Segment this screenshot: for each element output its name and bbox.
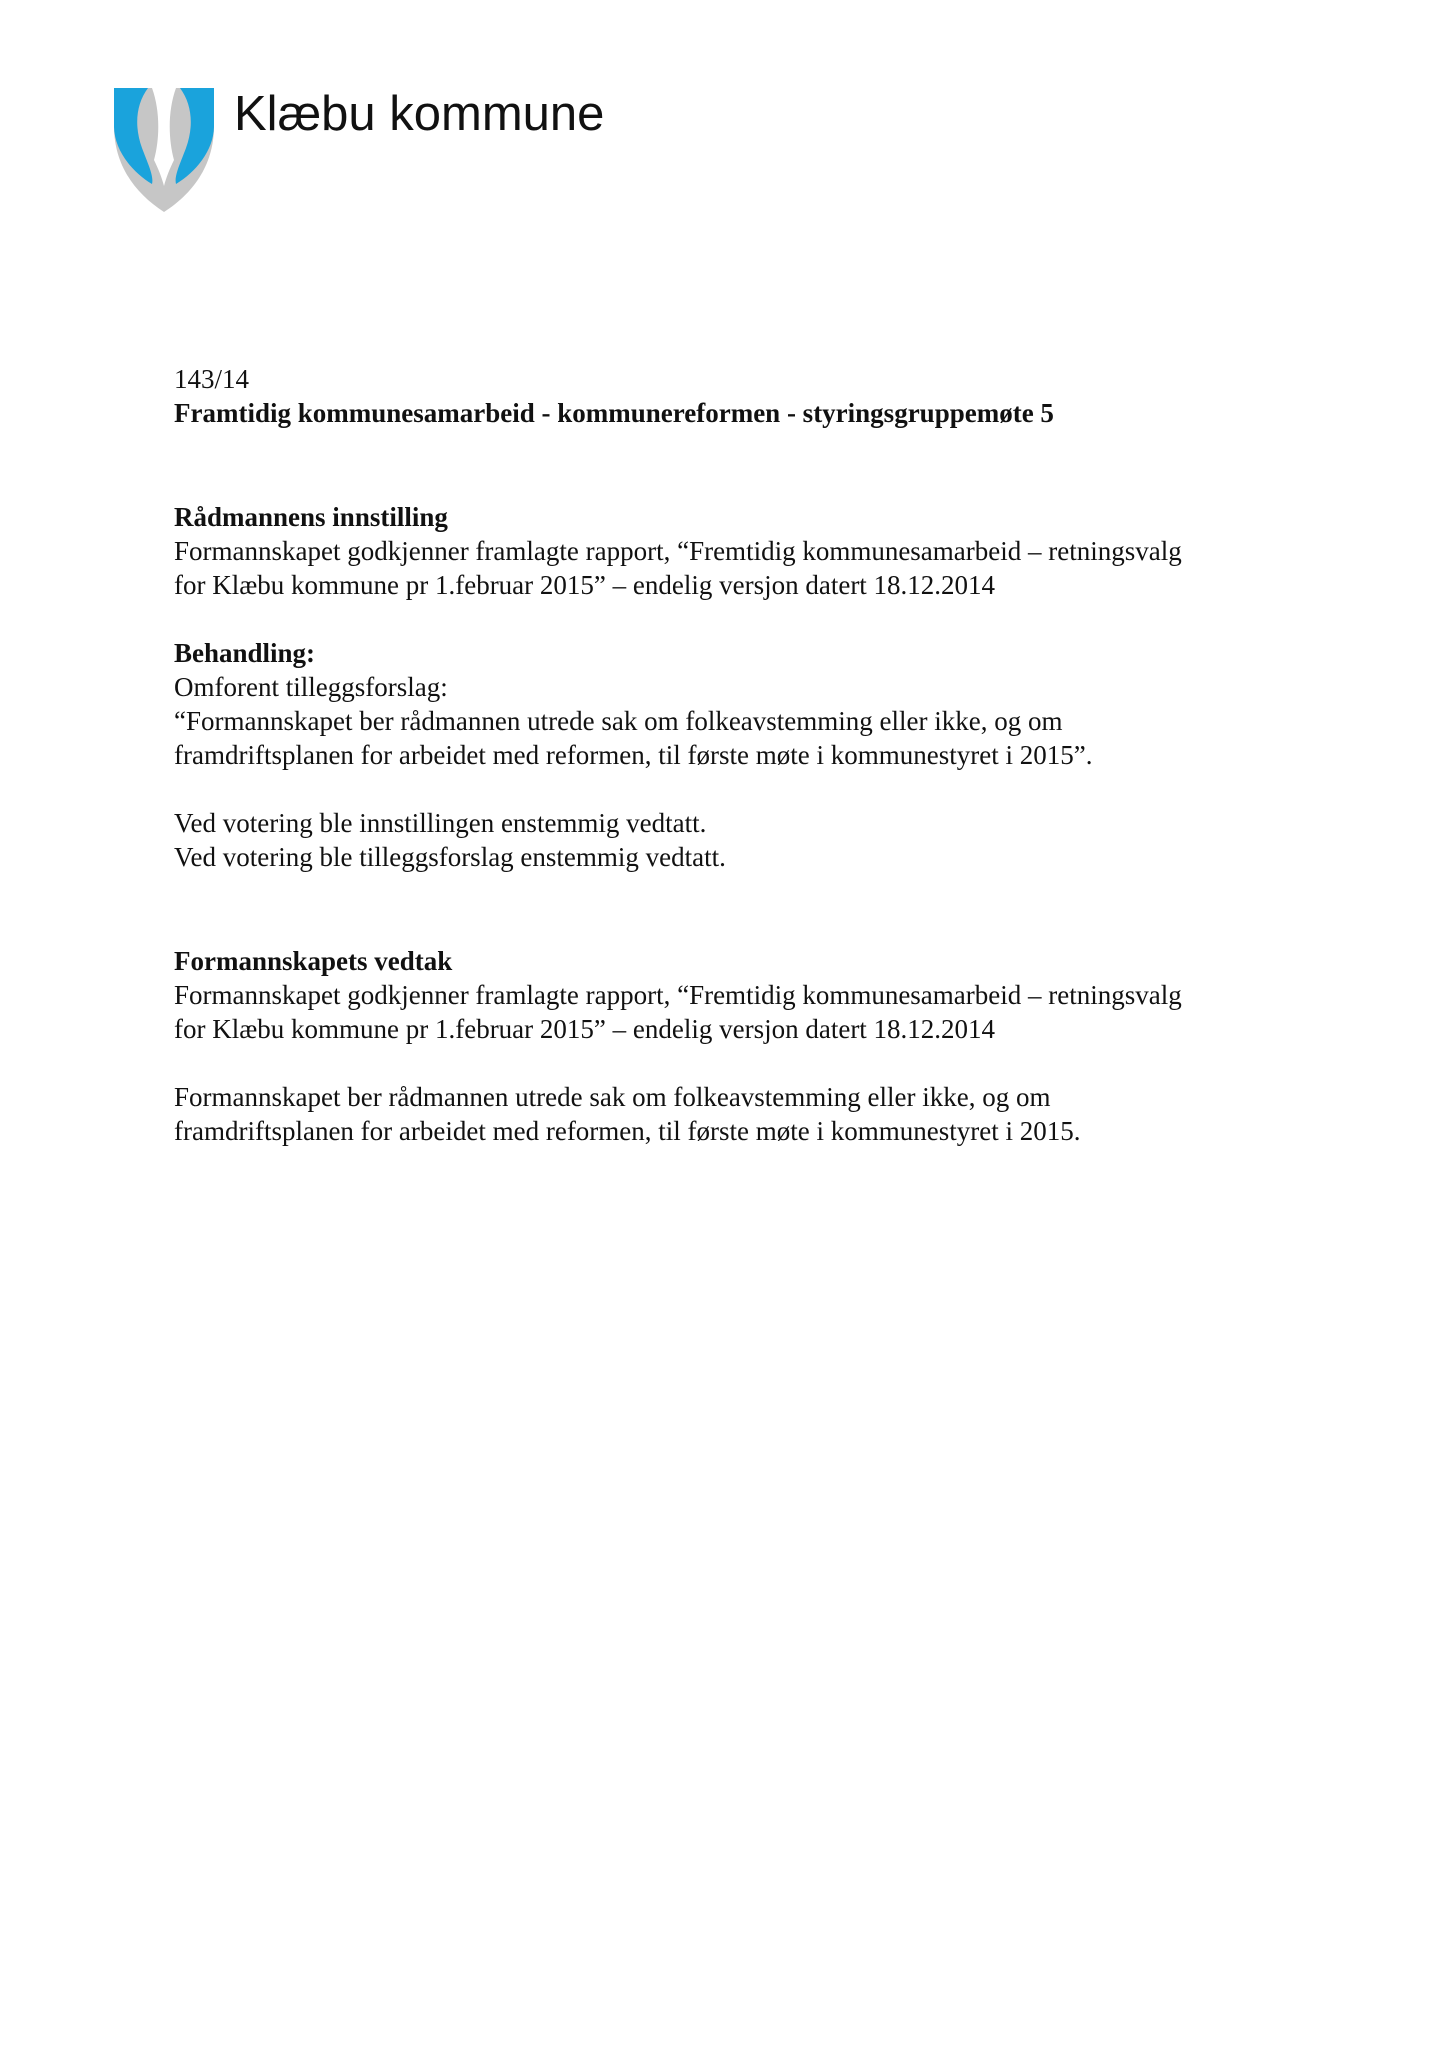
innstilling-section bbox=[174, 500, 1294, 602]
coat-of-arms-logo bbox=[112, 86, 216, 214]
case-number: 143/14 bbox=[174, 364, 250, 394]
behandling-section bbox=[174, 636, 1294, 874]
vedtak-line: Formannskapet ber rådmannen utrede sak om folkeavstemming eller ikke, og om bbox=[174, 1082, 1051, 1112]
behandling-proposal-line: framdriftsplanen for arbeidet med reformen, til første møte i kommunestyret i 2015”. bbox=[174, 740, 1093, 770]
vote-result: Ved votering ble tilleggsforslag enstemmig vedtatt. bbox=[174, 842, 726, 872]
vedtak-heading: Formannskapets vedtak bbox=[174, 946, 453, 976]
letterhead bbox=[112, 86, 812, 216]
vedtak-line: Formannskapet godkjenner framlagte rapport, “Fremtidig kommunesamarbeid – retningsvalg bbox=[174, 980, 1182, 1010]
document-body bbox=[174, 362, 1294, 1148]
innstilling-heading: Rådmannens innstilling bbox=[174, 502, 448, 532]
vote-result: Ved votering ble innstillingen enstemmig vedtatt. bbox=[174, 808, 707, 838]
behandling-intro: Omforent tilleggsforslag: bbox=[174, 672, 448, 702]
innstilling-line: for Klæbu kommune pr 1.februar 2015” – endelig versjon datert 18.12.2014 bbox=[174, 570, 996, 600]
behandling-heading: Behandling: bbox=[174, 638, 316, 668]
vedtak-line: for Klæbu kommune pr 1.februar 2015” – endelig versjon datert 18.12.2014 bbox=[174, 1014, 996, 1044]
case-title: Framtidig kommunesamarbeid - kommunereformen - styringsgruppemøte 5 bbox=[174, 398, 1054, 428]
innstilling-line: Formannskapet godkjenner framlagte rapport, “Fremtidig kommunesamarbeid – retningsvalg bbox=[174, 536, 1182, 566]
vedtak-section bbox=[174, 944, 1294, 1148]
organization-name: Klæbu kommune bbox=[234, 87, 605, 141]
vedtak-line: framdriftsplanen for arbeidet med reformen, til første møte i kommunestyret i 2015. bbox=[174, 1116, 1081, 1146]
behandling-proposal-line: “Formannskapet ber rådmannen utrede sak om folkeavstemming eller ikke, og om bbox=[174, 706, 1063, 736]
